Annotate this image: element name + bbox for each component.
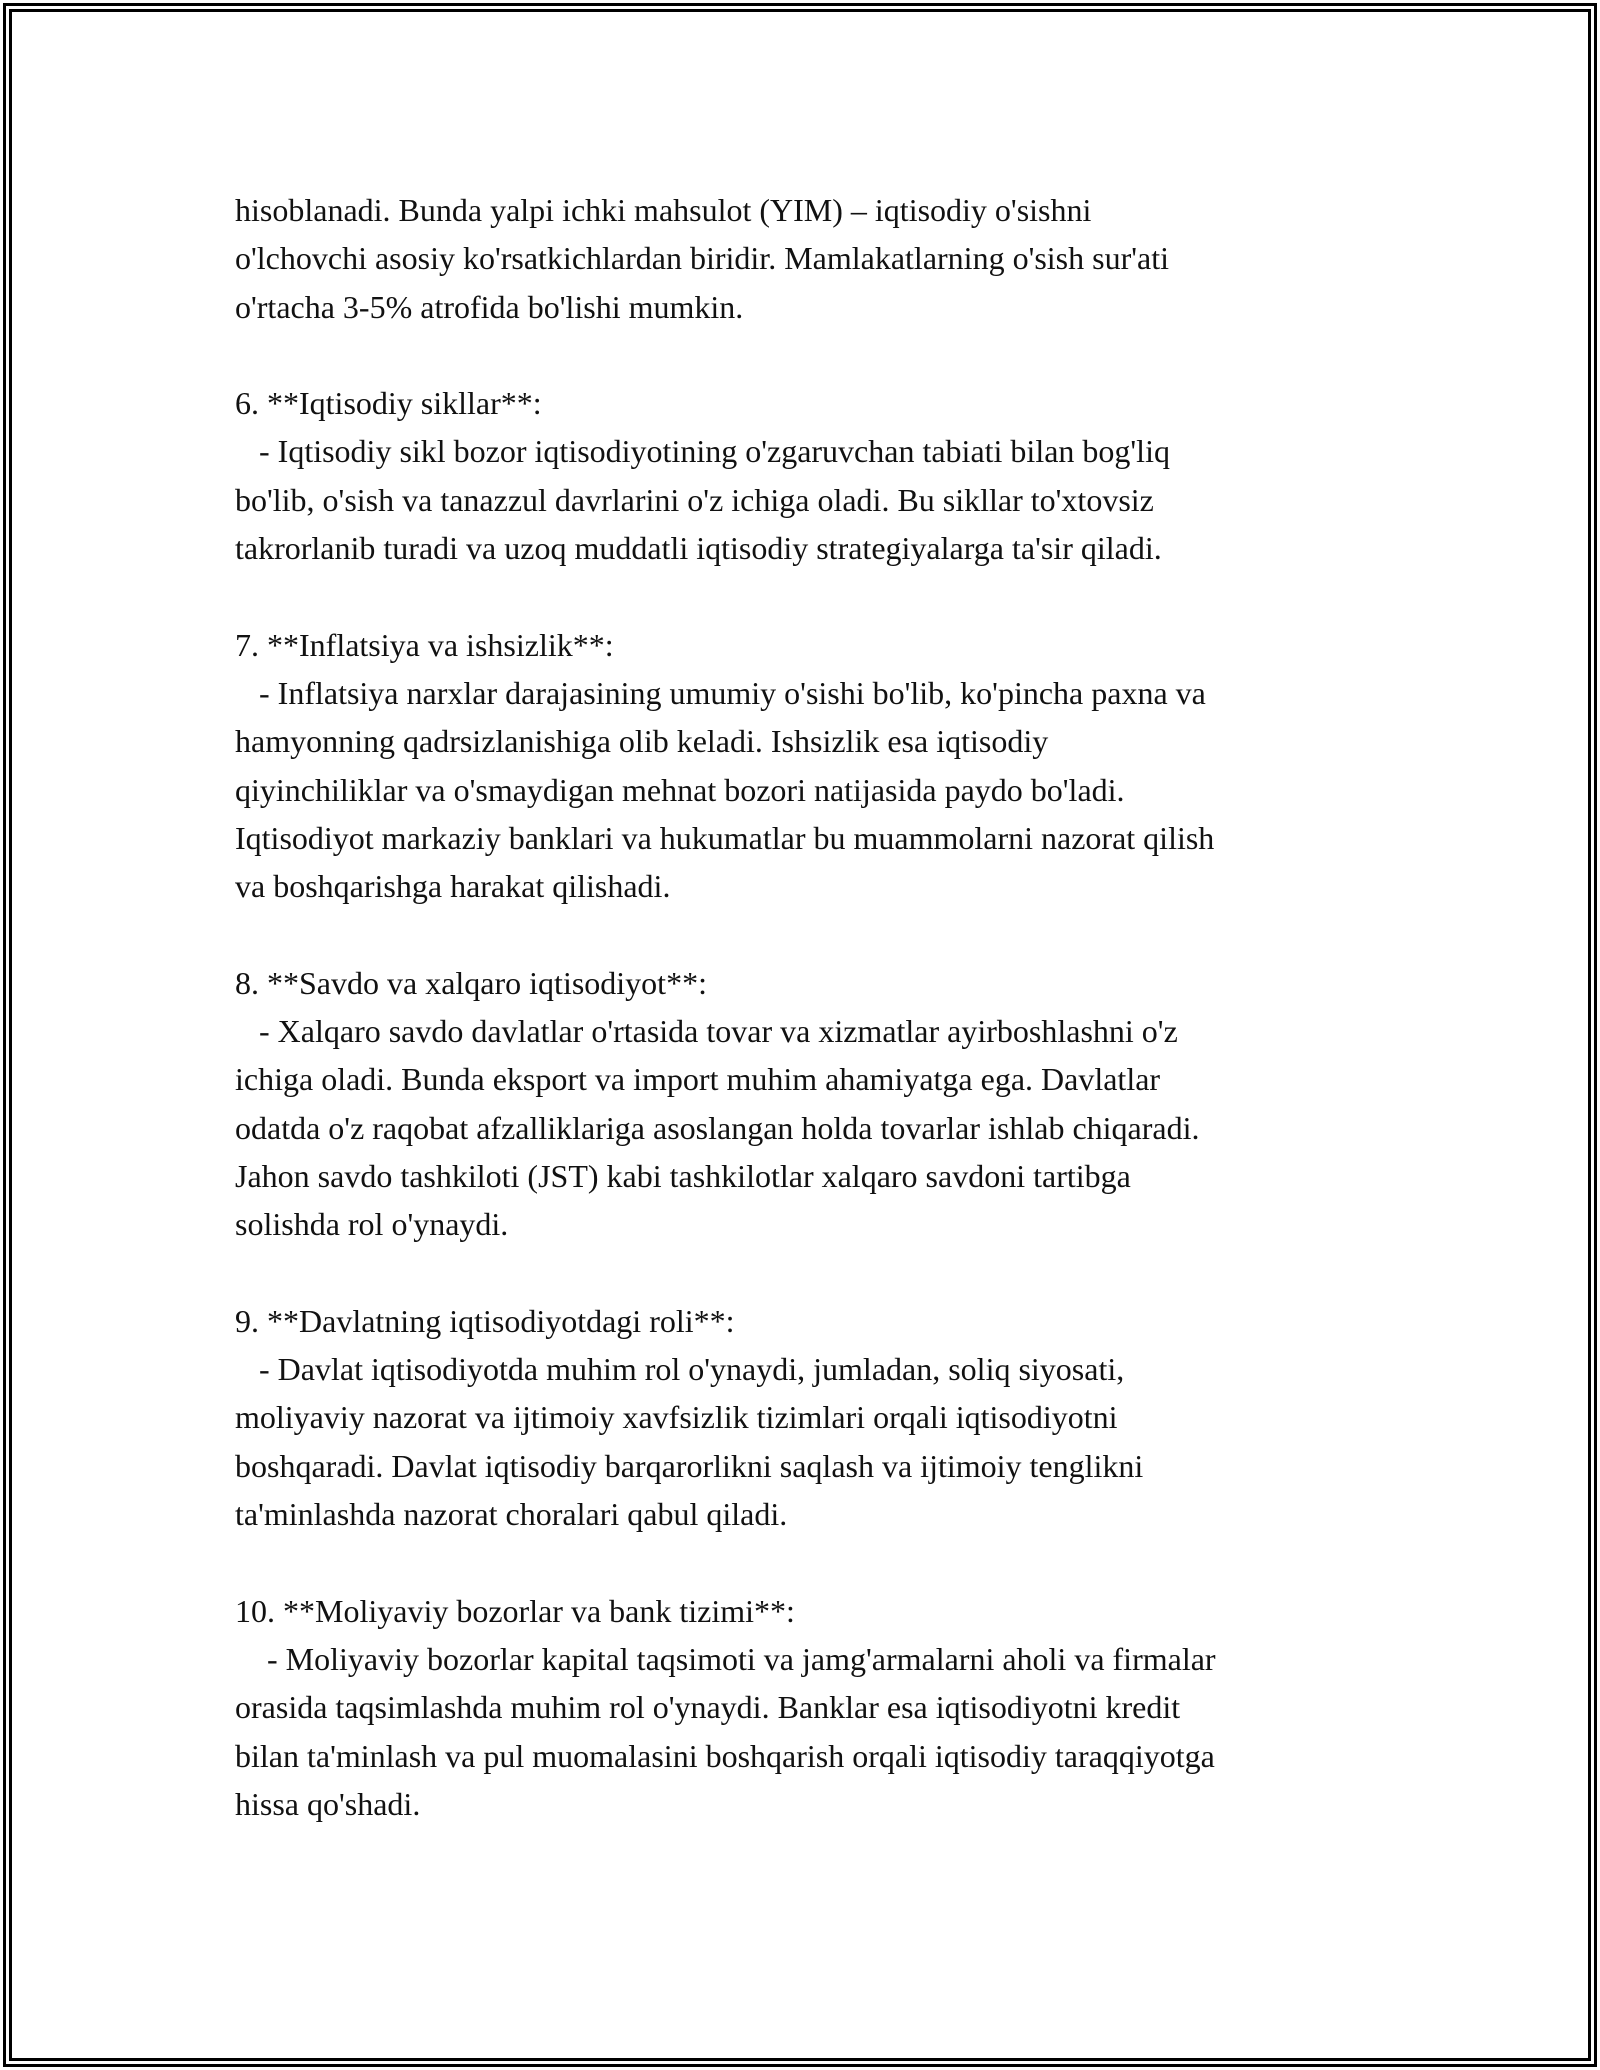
text-line: hamyonning qadrsizlanishiga olib keladi. Ishsizlik esa iqtisodiy [235, 723, 1049, 760]
paragraph [235, 621, 1375, 911]
text-line: - Inflatsiya narxlar darajasining umumiy o'sishi bo'lib, ko'pincha paxna va [235, 674, 1206, 711]
paragraph [235, 1297, 1375, 1538]
text-line: solishda rol o'ynaydi. [235, 1206, 509, 1243]
text-line: 10. **Moliyaviy bozorlar va bank tizimi**: [235, 1592, 795, 1629]
text-line: hissa qo'shadi. [235, 1785, 421, 1822]
text-line: orasida taqsimlashda muhim rol o'ynaydi. Banklar esa iqtisodiyotni kredit [235, 1689, 1181, 1726]
paragraph [235, 1587, 1375, 1828]
text-line: 6. **Iqtisodiy sikllar**: [235, 385, 542, 422]
paragraph-spacer [235, 331, 1375, 379]
paragraph-spacer [235, 572, 1375, 620]
text-line: bilan ta'minlash va pul muomalasini boshqarish orqali iqtisodiy taraqqiyotga [235, 1737, 1215, 1774]
text-line: odatda o'z raqobat afzalliklariga asoslangan holda tovarlar ishlab chiqaradi. [235, 1109, 1200, 1146]
text-line: o'lchovchi asosiy ko'rsatkichlardan biridir. Mamlakatlarning o'sish sur'ati [235, 240, 1169, 277]
text-line: 7. **Inflatsiya va ishsizlik**: [235, 626, 614, 663]
paragraph-spacer [235, 910, 1375, 958]
text-line: ta'minlashda nazorat choralari qabul qiladi. [235, 1496, 788, 1533]
paragraph-spacer [235, 1538, 1375, 1586]
paragraph [235, 959, 1375, 1249]
document-body [235, 186, 1375, 1828]
text-line: takrorlanib turadi va uzoq muddatli iqtisodiy strategiyalarga ta'sir qiladi. [235, 530, 1162, 567]
text-line: ichiga oladi. Bunda eksport va import muhim ahamiyatga ega. Davlatlar [235, 1061, 1161, 1098]
text-line: - Davlat iqtisodiyotda muhim rol o'ynaydi, jumladan, soliq siyosati, [235, 1351, 1125, 1388]
text-line: va boshqarishga harakat qilishadi. [235, 868, 671, 905]
text-line: - Iqtisodiy sikl bozor iqtisodiyotining o'zgaruvchan tabiati bilan bog'liq [235, 433, 1170, 470]
text-line: - Moliyaviy bozorlar kapital taqsimoti va jamg'armalarni aholi va firmalar [235, 1640, 1216, 1677]
paragraph [235, 186, 1375, 331]
text-line: boshqaradi. Davlat iqtisodiy barqarorlikni saqlash va ijtimoiy tenglikni [235, 1447, 1144, 1484]
text-line: Jahon savdo tashkiloti (JST) kabi tashkilotlar xalqaro savdoni tartibga [235, 1157, 1131, 1194]
paragraph-spacer [235, 1249, 1375, 1297]
text-line: Iqtisodiyot markaziy banklari va hukumatlar bu muammolarni nazorat qilish [235, 819, 1215, 856]
text-line: qiyinchiliklar va o'smaydigan mehnat bozori natijasida paydo bo'ladi. [235, 771, 1125, 808]
paragraph [235, 379, 1375, 572]
text-line: hisoblanadi. Bunda yalpi ichki mahsulot (YIM) – iqtisodiy o'sishni [235, 192, 1092, 228]
text-line: - Xalqaro savdo davlatlar o'rtasida tovar va xizmatlar ayirboshlashni o'z [235, 1013, 1178, 1050]
text-line: bo'lib, o'sish va tanazzul davrlarini o'z ichiga oladi. Bu sikllar to'xtovsiz [235, 481, 1154, 518]
text-line: 8. **Savdo va xalqaro iqtisodiyot**: [235, 964, 707, 1001]
text-line: moliyaviy nazorat va ijtimoiy xavfsizlik tizimlari orqali iqtisodiyotni [235, 1399, 1118, 1436]
text-line: o'rtacha 3-5% atrofida bo'lishi mumkin. [235, 288, 744, 325]
text-line: 9. **Davlatning iqtisodiyotdagi roli**: [235, 1302, 735, 1339]
